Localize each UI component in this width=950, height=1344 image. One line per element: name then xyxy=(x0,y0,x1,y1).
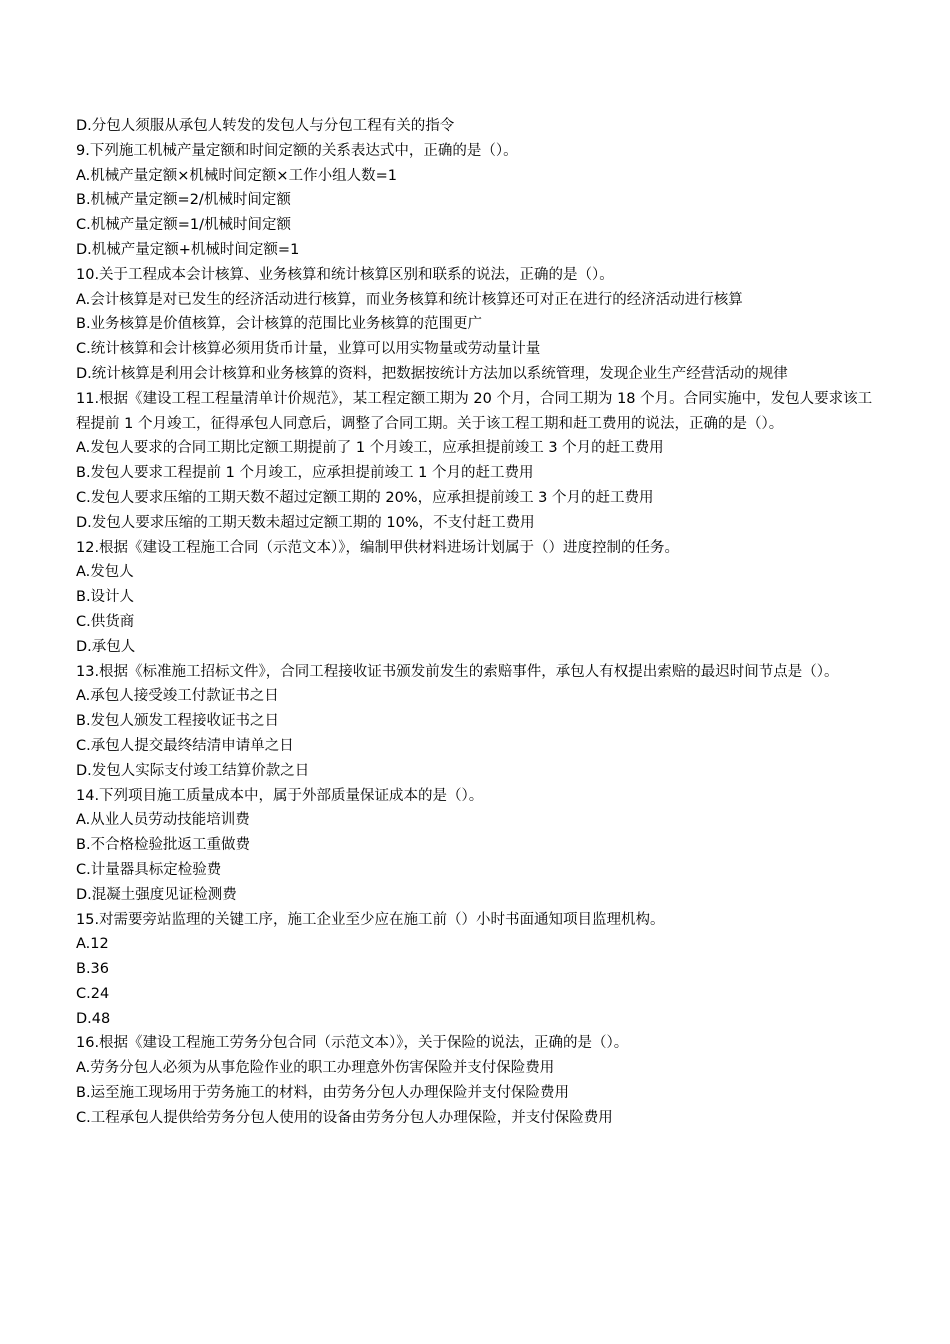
option-a-q10: A.会计核算是对已发生的经济活动进行核算，而业务核算和统计核算还可对正在进行的经济活动进行核算 xyxy=(76,291,743,308)
option-a-q15: A.12 xyxy=(76,936,109,953)
option-d-q15: D.48 xyxy=(76,1010,111,1027)
question-13: 13.根据《标准施工招标文件》，合同工程接收证书颁发前发生的索赔事件，承包人有权提出索赔的最迟时间节点是（）。 xyxy=(76,663,839,680)
option-d-q14: D.混凝土强度见证检测费 xyxy=(76,886,237,903)
option-a-q16: A.劳务分包人必须为从事危险作业的职工办理意外伤害保险并支付保险费用 xyxy=(76,1060,555,1077)
option-c-q10: C.统计核算和会计核算必须用货币计量，业算可以用实物量或劳动量计量 xyxy=(76,341,541,358)
question-9: 9.下列施工机械产量定额和时间定额的关系表达式中，正确的是（）。 xyxy=(76,142,518,159)
option-a-q14: A.从业人员劳动技能培训费 xyxy=(76,812,250,829)
option-b-q13: B.发包人颁发工程接收证书之日 xyxy=(76,713,280,730)
option-b-q10: B.业务核算是价值核算，会计核算的范围比业务核算的范围更广 xyxy=(76,316,483,333)
option-d-q13: D.发包人实际支付竣工结算价款之日 xyxy=(76,762,310,779)
option-b-q9: B.机械产量定额=2/机械时间定额 xyxy=(76,192,291,209)
question-10: 10.关于工程成本会计核算、业务核算和统计核算区别和联系的说法，正确的是（）。 xyxy=(76,266,614,283)
option-b-q11: B.发包人要求工程提前 1 个月竣工，应承担提前竣工 1 个月的赶工费用 xyxy=(76,465,534,482)
option-c-q12: C.供货商 xyxy=(76,613,135,630)
option-a-q11: A.发包人要求的合同工期比定额工期提前了 1 个月竣工，应承担提前竣工 3 个月的赶工费用 xyxy=(76,440,664,457)
option-c-q16: C.工程承包人提供给劳务分包人使用的设备由劳务分包人办理保险，并支付保险费用 xyxy=(76,1109,613,1126)
option-b-q14: B.不合格检验批返工重做费 xyxy=(76,837,251,854)
option-b-q15: B.36 xyxy=(76,961,110,978)
option-a-q12: A.发包人 xyxy=(76,564,134,581)
option-c-q14: C.计量器具标定检验费 xyxy=(76,861,222,878)
option-d-q10: D.统计核算是利用会计核算和业务核算的资料，把数据按统计方法加以系统管理，发现企业生产经营活动的规律 xyxy=(76,365,788,382)
question-15: 15.对需要旁站监理的关键工序，施工企业至少应在施工前（）小时书面通知项目监理机构。 xyxy=(76,911,665,928)
option-c-q13: C.承包人提交最终结清申请单之日 xyxy=(76,737,294,754)
option-b-q16: B.运至施工现场用于劳务施工的材料，由劳务分包人办理保险并支付保险费用 xyxy=(76,1085,570,1102)
question-12: 12.根据《建设工程施工合同（示范文本）》，编制甲供材料进场计划属于（）进度控制的任务。 xyxy=(76,539,680,556)
option-c-q9: C.机械产量定额=1/机械时间定额 xyxy=(76,217,291,234)
option-d-q12: D.承包人 xyxy=(76,638,136,655)
option-d-q9: D.机械产量定额+机械时间定额=1 xyxy=(76,241,300,258)
question-14: 14.下列项目施工质量成本中，属于外部质量保证成本的是（）。 xyxy=(76,787,484,804)
question-16: 16.根据《建设工程施工劳务分包合同（示范文本）》，关于保险的说法，正确的是（）。 xyxy=(76,1035,629,1052)
option-b-q12: B.设计人 xyxy=(76,589,135,606)
option-c-q11: C.发包人要求压缩的工期天数不超过定额工期的 20%，应承担提前竣工 3 个月的赶工费用 xyxy=(76,489,654,506)
document-body xyxy=(76,114,884,1131)
option-d-q8: D.分包人须服从承包人转发的发包人与分包工程有关的指令 xyxy=(76,118,455,134)
option-c-q15: C.24 xyxy=(76,985,110,1002)
option-d-q11: D.发包人要求压缩的工期天数未超过定额工期的 10%，不支付赶工费用 xyxy=(76,514,535,531)
option-a-q13: A.承包人接受竣工付款证书之日 xyxy=(76,688,279,705)
option-a-q9: A.机械产量定额×机械时间定额×工作小组人数=1 xyxy=(76,167,397,184)
question-11: 11.根据《建设工程工程量清单计价规范》，某工程定额工期为 20 个月，合同工期为 18 个月。合同实施中，发包人要求该工程提前 1 个月竣工，征得承包人同意后，调整了合同工期。关于该工程工期和赶工费用的说法，正确的是（）。 xyxy=(76,390,873,432)
